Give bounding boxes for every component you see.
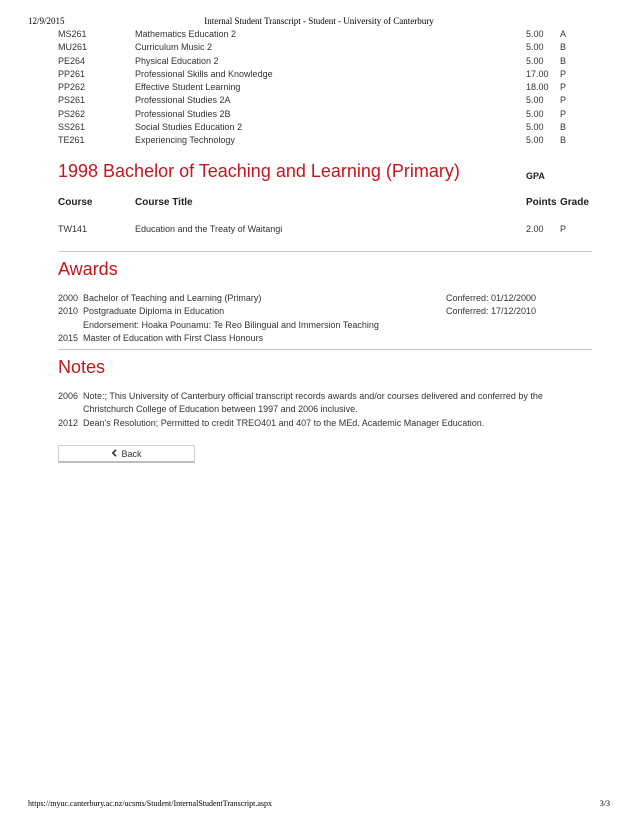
course-points: 5.00	[526, 29, 544, 39]
column-header-course: Course	[58, 196, 93, 208]
award-year: 2010	[58, 306, 79, 317]
award-endorsement	[58, 319, 590, 332]
course-points: 5.00	[526, 122, 544, 133]
awards-heading: Awards	[58, 258, 118, 279]
course-title: Experiencing Technology	[135, 135, 235, 146]
course-title: Effective Student Learning	[135, 82, 241, 93]
course-row	[58, 108, 590, 121]
column-header-points: Points	[526, 196, 557, 208]
notes-list	[58, 390, 590, 430]
course-points: 5.00	[526, 135, 544, 146]
awards-list	[58, 292, 590, 345]
course-title: Mathematics Education 2	[135, 29, 237, 39]
course-list-previous	[58, 28, 590, 148]
course-title: Physical Education 2	[135, 55, 219, 66]
transcript-content	[58, 28, 590, 430]
course-code: SS261	[58, 122, 86, 133]
course-title: Professional Studies 2B	[135, 108, 231, 119]
chevron-left-icon	[111, 449, 118, 459]
print-header	[28, 16, 610, 28]
course-row	[58, 134, 590, 147]
course-title: Social Studies Education 2	[135, 122, 243, 133]
award-text: Bachelor of Teaching and Learning (Primary)	[83, 292, 262, 303]
course-row	[58, 81, 590, 94]
note-item	[58, 390, 590, 417]
section-divider	[58, 349, 592, 350]
course-code: MU261	[58, 42, 88, 53]
note-year: 2006	[58, 391, 79, 402]
course-grade: P	[560, 95, 567, 106]
gpa-label: GPA	[526, 170, 545, 181]
award-text: Master of Education with First Class Honours	[83, 332, 264, 343]
course-code: PP262	[58, 82, 86, 93]
award-year: 2015	[58, 332, 79, 343]
course-points: 2.00	[526, 223, 544, 234]
course-code: PS261	[58, 95, 86, 106]
print-title: Internal Student Transcript - Student - University of Canterbury	[204, 16, 434, 26]
course-grade: B	[560, 122, 567, 133]
course-code: PP261	[58, 68, 86, 79]
course-row	[58, 28, 590, 41]
course-row	[58, 68, 590, 81]
note-year: 2012	[58, 417, 79, 428]
course-row	[58, 55, 590, 68]
course-points: 5.00	[526, 108, 544, 119]
column-header-course-title: Course Title	[135, 196, 193, 208]
course-code: TE261	[58, 135, 85, 146]
course-title: Professional Skills and Knowledge	[135, 68, 273, 79]
award-text: Endorsement: Hoaka Pounamu: Te Reo Bilingual and Immersion Teaching	[83, 319, 379, 330]
print-page-number: 3/3	[599, 799, 610, 808]
course-title: Education and the Treaty of Waitangi	[135, 223, 283, 234]
award-conferred: Conferred: 01/12/2000	[446, 292, 537, 303]
notes-heading: Notes	[58, 357, 106, 378]
course-grade: P	[560, 68, 567, 79]
print-footer	[28, 799, 610, 811]
course-code: MS261	[58, 29, 87, 39]
course-code: PS262	[58, 108, 86, 119]
course-grade: P	[560, 82, 567, 93]
course-points: 18.00	[526, 82, 549, 93]
course-title: Professional Studies 2A	[135, 95, 231, 106]
programme-title: 1998 Bachelor of Teaching and Learning (Primary)	[58, 160, 460, 181]
print-date: 12/9/2015	[28, 16, 65, 26]
award-text: Postgraduate Diploma in Education	[83, 306, 225, 317]
course-row	[58, 121, 590, 134]
course-grade: P	[560, 223, 567, 234]
note-item	[58, 417, 590, 430]
award-item	[58, 305, 590, 318]
course-table-header	[58, 196, 590, 210]
course-grade: B	[560, 55, 567, 66]
course-grade: B	[560, 42, 567, 53]
course-row	[58, 94, 590, 107]
print-url: https://myuc.canterbury.ac.nz/ucsms/Student/InternalStudentTranscript.aspx	[28, 799, 273, 808]
course-grade: A	[560, 29, 567, 39]
note-text: Dean's Resolution; Permitted to credit TREO401 and 407 to the MEd. Academic Manager Education.	[83, 417, 485, 428]
course-row	[58, 223, 590, 236]
course-code: PE264	[58, 55, 86, 66]
course-points: 5.00	[526, 95, 544, 106]
back-button[interactable]	[58, 445, 195, 463]
course-title: Curriculum Music 2	[135, 42, 213, 53]
award-item	[58, 292, 590, 305]
course-row	[58, 41, 590, 54]
award-conferred: Conferred: 17/12/2010	[446, 306, 537, 317]
course-points: 5.00	[526, 42, 544, 53]
course-code: TW141	[58, 223, 88, 234]
course-grade: B	[560, 135, 567, 146]
note-text: Note:; This University of Canterbury official transcript records awards and/or courses delivered and conferred by the Christchurch College of Education between 1997 and 2006 inclusive.	[83, 391, 543, 415]
back-button-label: Back	[121, 448, 142, 459]
award-year: 2000	[58, 292, 79, 303]
course-grade: P	[560, 108, 567, 119]
section-divider	[58, 251, 592, 252]
programme-heading-row	[58, 160, 590, 182]
award-item	[58, 332, 590, 345]
column-header-grade: Grade	[560, 196, 589, 208]
course-points: 17.00	[526, 68, 549, 79]
course-points: 5.00	[526, 55, 544, 66]
